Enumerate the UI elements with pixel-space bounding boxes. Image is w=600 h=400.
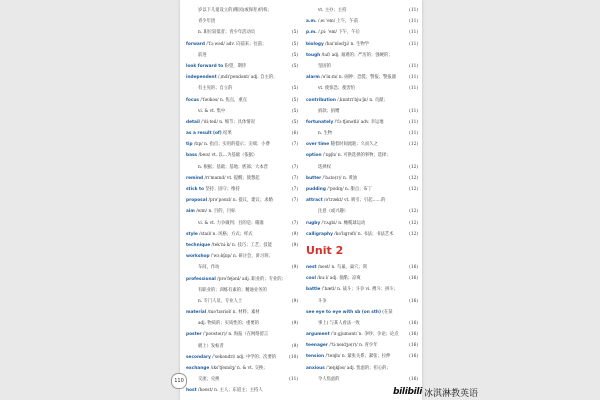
definition: 前进 <box>198 52 207 58</box>
definition: /'ɒpʃn/ n. 可供选择的事物；选择； <box>321 153 391 159</box>
page-ref: (5) <box>291 108 298 114</box>
page-ref: (11) <box>409 108 418 114</box>
headword: p.m. <box>306 30 317 36</box>
headword: argument <box>306 332 330 338</box>
page-ref: (12) <box>409 142 418 148</box>
definition: 青少年团 <box>198 19 216 25</box>
page-ref: (7) <box>291 187 298 192</box>
page-ref: (6) <box>291 131 298 137</box>
headword: workshop <box>186 254 210 260</box>
headword: option <box>306 153 322 159</box>
definition: /'fɔːtʃənətli/ adv. 幸运地 <box>333 119 384 125</box>
vocab-entry <box>306 16 418 27</box>
page-ref: (9) <box>291 242 298 248</box>
definition: /ɪks'tʃeɪndʒ/ n. & vt. 交换； <box>209 366 268 371</box>
vocab-entry <box>306 173 418 184</box>
definition: /'pʊdɪŋ/ n. 甜点；布丁 <box>325 187 373 192</box>
definition: /ə'lɑːm/ n. 闹钟；恐慌；警报；警报器 <box>319 75 396 81</box>
vocab-entry <box>306 139 418 150</box>
page-ref: (12) <box>409 209 418 215</box>
definition: vi. & vt. 集中 <box>198 108 226 114</box>
headword: rugby <box>306 220 321 226</box>
page-ref: (11) <box>409 19 418 25</box>
vocab-entry <box>306 128 418 139</box>
headword: aim <box>186 209 195 215</box>
page-ref: (11) <box>409 75 418 81</box>
page-ref: (5) <box>291 119 298 125</box>
vocab-entry <box>186 341 298 352</box>
definition: /'rʌgbi/ n. 橄榄球运动 <box>320 220 366 226</box>
headword: tension <box>306 354 325 360</box>
vocab-entry <box>306 195 418 206</box>
definition: /'bʌtə(r)/ n. 黄油 <box>321 175 358 181</box>
headword: pudding <box>306 187 326 192</box>
definition: /'pəʊstə(r)/ n. 海报（在网络留言 <box>201 332 269 338</box>
page-ref: (9) <box>291 265 298 271</box>
page-ref: (12) <box>409 187 418 192</box>
page-ref: (10) <box>289 354 298 360</box>
vocab-entry <box>306 206 418 217</box>
headword: alarm <box>306 75 320 81</box>
page-ref: (16) <box>409 343 418 349</box>
definition: n. 生物 <box>318 131 333 137</box>
page-ref: (12) <box>409 164 418 170</box>
vocab-entry <box>306 184 418 195</box>
right-column <box>306 5 418 385</box>
vocab-entry <box>186 50 298 61</box>
vocab-entry <box>186 139 298 150</box>
vocab-entry <box>186 195 298 206</box>
page-ref: (11) <box>409 30 418 36</box>
page-ref: (9) <box>291 321 298 327</box>
vocab-entry <box>186 374 298 385</box>
definition: adj. 物质的；实质性的；重要的 <box>198 321 259 327</box>
definition: /tʌf/ adj. 艰难的；严厉的；强硬的； <box>320 52 393 58</box>
page-ref: (7) <box>291 142 298 148</box>
page-ref: (7) <box>291 164 298 170</box>
headword: stick to <box>186 187 204 192</box>
page-ref: (7) <box>291 198 298 204</box>
page-ref: (16) <box>409 276 418 282</box>
definition: /eɪm/ n. 目的，目标 <box>194 209 236 215</box>
page-ref: (11) <box>409 41 418 47</box>
definition: /ˌɪndɪ'pendənt/ adj. 自主的； <box>216 75 278 81</box>
headword: secondary <box>186 354 211 360</box>
page-ref: (5) <box>291 86 298 92</box>
headword: proposal <box>186 198 208 204</box>
vocab-entry <box>186 95 298 106</box>
definition: 结果 <box>221 131 232 137</box>
vocab-entry <box>306 50 418 61</box>
page-ref: (16) <box>409 298 418 304</box>
definition: 令人焦虑的 <box>318 376 340 382</box>
vocab-entry <box>306 273 418 284</box>
definition: /mə'tɪəriəl/ n. 材料；素材 <box>206 310 260 316</box>
vocab-entry <box>186 72 298 83</box>
vocab-entry <box>306 318 418 329</box>
vocab-entry <box>186 285 298 296</box>
vocab-entry <box>306 39 418 50</box>
headword: biology <box>306 41 324 47</box>
definition: /'tiːneɪdʒə(r)/ n. 青少年 <box>327 343 378 349</box>
definition: /kə'lɪgrəfi/ n. 书法；书法艺术 <box>332 231 394 237</box>
definition: /ˌpiː 'em/ 下午，午后 <box>316 30 360 36</box>
page-ref: (16) <box>409 264 418 270</box>
definition: /staɪl/ n. 风格；方式；样式 <box>197 231 253 237</box>
bilibili-logo: bilibili <box>393 387 422 397</box>
headword: focus <box>186 97 199 103</box>
vocab-entry <box>186 83 298 94</box>
definition: /prə'feʃənl/ adj. 职业的；专业的； <box>215 276 286 282</box>
headword: contribution <box>306 97 336 103</box>
unit-heading: Unit 2 <box>306 243 344 257</box>
headword: exchange <box>186 366 210 371</box>
page-ref: (11) <box>409 119 418 125</box>
definition: 坚固的 <box>318 63 331 69</box>
definition: /həʊst/ n. 主人；东道主；主持人 <box>196 388 263 394</box>
headword: anxious <box>306 365 325 371</box>
definition: 选择权 <box>318 164 331 170</box>
headword: look forward to <box>186 63 224 69</box>
page-ref: (9) <box>291 231 298 237</box>
vocab-entry <box>186 128 298 139</box>
headword: a.m. <box>306 19 317 25</box>
headword: calligraphy <box>306 231 333 237</box>
headword: professional <box>186 276 216 282</box>
vocab-entry <box>306 307 418 318</box>
headword: style <box>186 231 198 237</box>
vocab-entry <box>306 95 418 106</box>
vocab-entry <box>186 16 298 27</box>
definition: vi. & vt. 力争做到；目的是；瞄准 <box>198 220 264 226</box>
definition: 事上) 与某人看法一致 <box>318 320 360 326</box>
vocab-entry <box>306 106 418 117</box>
page-ref: (16) <box>409 320 418 326</box>
headword: cool <box>306 276 316 282</box>
headword: fortunately <box>306 119 334 125</box>
definition: n. 职位较低者；青少年活动员 <box>198 30 256 36</box>
page-ref: (16) <box>409 354 418 360</box>
page-ref: (7) <box>291 220 298 226</box>
definition: 注意（或兴趣） <box>318 209 349 215</box>
vocab-entry <box>186 61 298 72</box>
headword: forward <box>186 41 206 47</box>
definition: /'wɜːkʃɒp/ n. 研讨会，讲习班； <box>209 254 273 260</box>
vocab-entry <box>186 363 298 374</box>
headword: bass <box>186 153 198 159</box>
definition: /'ɑːgjumənt/ n. 争吵；争论；论点 <box>329 332 399 338</box>
watermark-text: 冰淇淋教英语 <box>424 388 479 399</box>
vocab-entry <box>306 329 418 340</box>
definition: /ˌkɒntrɪ'bjuːʃn/ n. 贡献； <box>335 97 388 103</box>
definition: /beɪs/ vt. 以…为基础（依据） <box>197 153 258 159</box>
vocab-entry <box>306 229 418 240</box>
vocab-entry <box>306 117 418 128</box>
definition: /'fəʊkəs/ n. 焦点，重点 <box>199 97 247 103</box>
vocab-entry <box>306 61 418 72</box>
headword: tough <box>306 52 321 58</box>
headword: battle <box>306 287 321 293</box>
definition: n. 专门人员，专业人士 <box>198 298 243 304</box>
vocab-entry <box>306 72 418 83</box>
definition: /'sekəndri/ adj. 中学的；次要的 <box>210 354 277 360</box>
definition: 交流；兑换 <box>198 377 220 383</box>
page-ref: (7) <box>291 175 298 181</box>
vocab-entry <box>186 274 298 285</box>
vocab-entry <box>306 284 418 295</box>
headword: attract <box>306 198 323 204</box>
headword: host <box>186 388 197 394</box>
vocab-entry <box>186 240 298 251</box>
headword: butter <box>306 175 322 181</box>
definition: 捐款；捐赠 <box>318 108 340 114</box>
page-ref: (11) <box>409 8 418 13</box>
vocabulary-page <box>174 0 422 400</box>
vocab-entry <box>186 318 298 329</box>
definition: /kuːl/ adj. 很酷；凉爽 <box>315 276 361 282</box>
definition: /prə'pəʊzl/ n. 提议，建议；求婚 <box>207 198 273 204</box>
definition: 车间，作坊 <box>198 265 220 271</box>
vocab-entry <box>186 5 298 16</box>
vocab-entry <box>186 117 298 128</box>
page-ref: (9) <box>291 343 298 349</box>
definition: 盼望，期待 <box>223 63 247 69</box>
definition: 坚持；固守；维持 <box>204 187 240 192</box>
page-ref: (5) <box>291 52 298 58</box>
vocab-entry <box>186 173 298 184</box>
definition: /'æŋkʃəs/ adj. 忧虑的；担心的； <box>324 365 391 371</box>
vocab-entry <box>186 206 298 217</box>
definition: vt. 主办；主持 <box>318 8 347 13</box>
vocab-entry <box>306 162 418 173</box>
vocab-entry <box>186 329 298 340</box>
vocab-entry <box>306 83 418 94</box>
definition: /nest/ n. 鸟巢，巢穴；窝 <box>316 264 368 270</box>
definition: 板上）发帖者 <box>198 343 224 349</box>
vocab-entry <box>306 351 418 362</box>
headword: tip <box>186 142 193 148</box>
vocab-entry <box>306 27 418 38</box>
page-ref: (12) <box>409 231 418 237</box>
vocab-entry <box>186 27 298 38</box>
headword: see eye to eye with sb (on sth) <box>306 309 381 315</box>
vocab-entry <box>306 262 418 273</box>
definition: vt. 使惊恐；使害怕 <box>318 86 355 92</box>
page-ref: (9) <box>291 298 298 304</box>
vocab-entry <box>186 229 298 240</box>
vocab-entry <box>186 307 298 318</box>
headword: poster <box>186 332 202 338</box>
page-ref: (5) <box>291 63 298 69</box>
left-column <box>186 5 298 397</box>
headword: as a result (of) <box>186 131 222 137</box>
definition: (在某 <box>380 309 393 315</box>
definition: 随着时间流逝；久而久之 <box>329 142 378 148</box>
watermark <box>393 386 478 398</box>
definition: /rɪ'maɪnd/ vt. 提醒；使想起 <box>203 175 260 181</box>
vocab-entry <box>306 374 418 385</box>
definition: /'diːteɪl/ n. 细节；具体情况 <box>199 119 255 125</box>
headword: remind <box>186 175 204 181</box>
vocab-entry <box>186 162 298 173</box>
vocab-entry <box>186 385 298 396</box>
vocab-entry <box>186 296 298 307</box>
vocab-entry <box>186 251 298 262</box>
page-ref: (16) <box>409 376 418 382</box>
definition: n. 根据；基础；基地；底部；大本营 <box>198 164 268 170</box>
vocab-entry <box>186 262 298 273</box>
headword: over time <box>306 142 330 148</box>
headword: nest <box>306 264 317 270</box>
headword: detail <box>186 119 200 125</box>
page-ref: (5) <box>291 97 298 103</box>
headword: independent <box>186 75 217 81</box>
vocab-entry <box>306 150 418 161</box>
page-ref: (11) <box>409 86 418 92</box>
definition: 岁以下儿童设立的)稚园(或保育)机构； <box>198 8 272 13</box>
page-ref: (16) <box>409 332 418 338</box>
definition: 斗争 <box>318 298 327 304</box>
definition: /ˌeɪ 'em/ 上午，午前 <box>316 19 359 25</box>
definition: /baɪ'ɒlədʒi/ n. 生物学 <box>323 41 369 47</box>
vocab-entry <box>186 150 298 161</box>
page-ref: (11) <box>409 131 418 137</box>
vocab-entry <box>306 363 418 374</box>
vocab-entry <box>306 340 418 351</box>
definition: /'fɔːwəd/ adv. 向前来；往前； <box>205 41 267 47</box>
headword: teenager <box>306 343 328 349</box>
definition: 有职业的；训练有素的；精通业务的 <box>198 287 267 293</box>
page-ref: (11) <box>409 63 418 69</box>
definition: /tɪp/ n. 指点；实用的提示；尖端；小费 <box>192 142 270 148</box>
definition: /'tenʃn/ n. 紧张关系；紧张；拉伸 <box>324 354 391 360</box>
page-ref: (11) <box>289 377 298 383</box>
page-ref: (12) <box>409 175 418 181</box>
vocab-entry <box>306 5 418 16</box>
headword: material <box>186 310 207 316</box>
vocab-entry <box>186 218 298 229</box>
page-number: 110 <box>171 373 187 389</box>
vocab-entry <box>186 39 298 50</box>
vocab-entry <box>306 218 418 229</box>
vocab-entry <box>186 352 298 363</box>
vocab-entry <box>186 184 298 195</box>
headword: technique <box>186 242 211 248</box>
page-ref: (5) <box>291 30 298 36</box>
page-ref: (12) <box>409 220 418 226</box>
definition: /'bætl/ n. 战斗；斗争 vi. 搏斗；拼斗； <box>320 287 398 293</box>
definition: /tek'niːk/ n. 技巧；工艺；技能 <box>210 242 272 248</box>
definition: 有主见的；自立的 <box>198 86 233 92</box>
definition: /ə'trækt/ vt. 吸引；引起……的 <box>322 198 386 204</box>
page-ref: (5) <box>291 41 298 47</box>
vocab-entry <box>306 296 418 307</box>
vocab-entry <box>186 106 298 117</box>
